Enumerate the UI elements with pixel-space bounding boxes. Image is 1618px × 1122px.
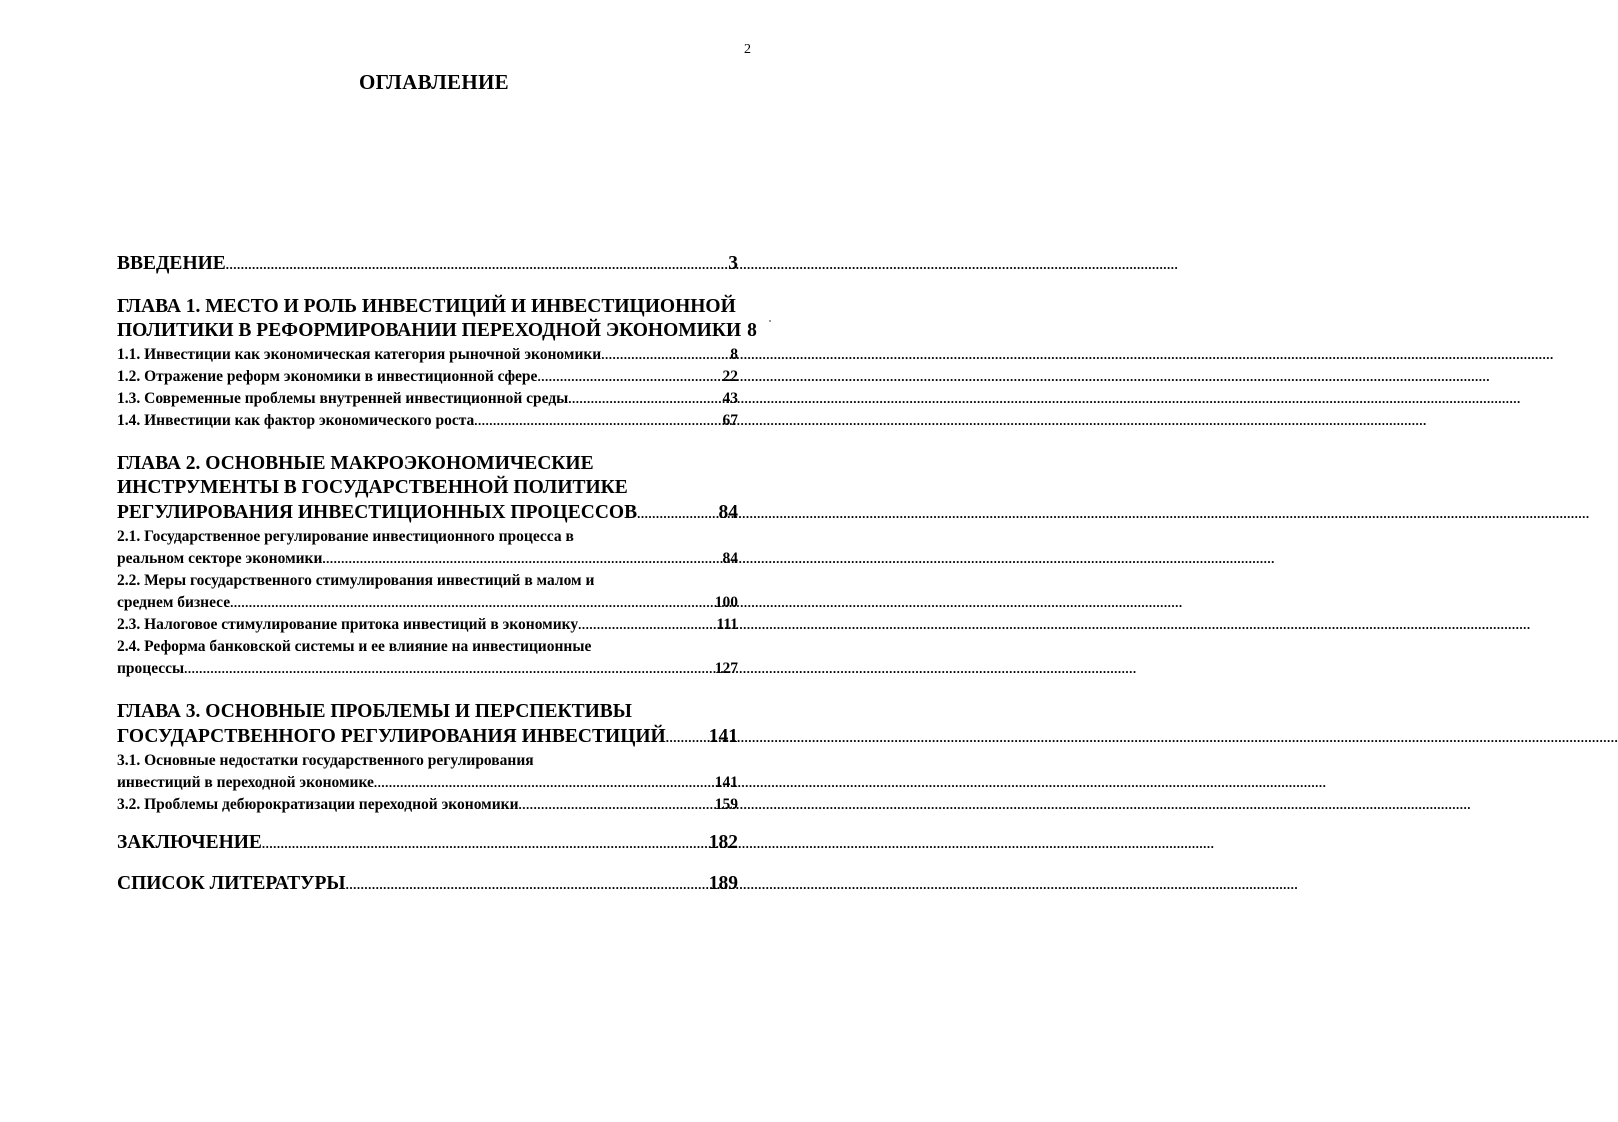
dot-leader <box>230 592 715 614</box>
toc-section-2-3[interactable] <box>117 614 738 636</box>
toc-section-2-2[interactable] <box>117 570 738 614</box>
toc-section-2-4[interactable] <box>117 636 738 680</box>
dot-leader <box>184 658 715 680</box>
toc-entry-references[interactable] <box>117 872 738 898</box>
toc-page-number: 67 <box>722 411 738 429</box>
toc-page-number: 22 <box>722 367 738 385</box>
toc-entry-text: реальном секторе экономики <box>117 550 323 567</box>
toc-section-3-2[interactable] <box>117 794 738 816</box>
toc-page-number: 43 <box>722 389 738 407</box>
toc-entry-text: РЕГУЛИРОВАНИЯ ИНВЕСТИЦИОННЫХ ПРОЦЕССОВ <box>117 501 638 523</box>
toc-chapter-title: ГЛАВА 3. ОСНОВНЫЕ ПРОБЛЕМЫ И ПЕРСПЕКТИВЫ <box>117 701 632 722</box>
dot-leader <box>322 548 722 570</box>
toc-entry-text: среднем бизнесе <box>117 594 231 611</box>
toc-section-1-1[interactable] <box>117 344 738 366</box>
toc-page-number: 84 <box>722 550 738 567</box>
toc-chapter-3[interactable] <box>117 700 738 750</box>
toc-entry-last-line <box>117 548 738 570</box>
toc-entry-text: инвестиций в переходной экономике <box>117 774 374 791</box>
toc-page-number: 141 <box>708 725 738 747</box>
toc-chapter-2[interactable] <box>117 452 738 527</box>
toc-chapter-title: ИНСТРУМЕНТЫ В ГОСУДАРСТВЕННОЙ ПОЛИТИКЕ <box>117 477 628 498</box>
toc-entry-text: ПОЛИТИКИ В РЕФОРМИРОВАНИИ ПЕРЕХОДНОЙ ЭКОНОМИКИ <box>117 320 742 341</box>
dot-leader <box>637 502 718 527</box>
toc-entry-text: 1.2. Отражение реформ экономики в инвестиционной сфере <box>117 367 538 385</box>
toc-page-number: 182 <box>708 832 738 853</box>
dot-leader <box>568 388 722 410</box>
dot-leader <box>537 366 722 388</box>
toc-chapter-title-last <box>117 501 738 527</box>
table-of-contents <box>117 252 757 897</box>
toc-entry-text: процессы <box>117 660 185 677</box>
dot-leader <box>519 794 715 816</box>
toc-chapter-title: ГЛАВА 2. ОСНОВНЫЕ МАКРОЭКОНОМИЧЕСКИЕ <box>117 452 594 474</box>
toc-section-1-3[interactable] <box>117 388 738 410</box>
toc-entry-text: ЗАКЛЮЧЕНИЕ <box>117 832 262 853</box>
toc-entry-text: ГОСУДАРСТВЕННОГО РЕГУЛИРОВАНИЯ ИНВЕСТИЦИЙ <box>117 725 666 747</box>
toc-entry-text: 3.1. Основные недостатки государственного регулирования <box>117 752 534 769</box>
toc-section-2-1[interactable] <box>117 526 738 570</box>
toc-section-3-1[interactable] <box>117 750 738 794</box>
toc-entry-text: СПИСОК ЛИТЕРАТУРЫ <box>117 872 346 894</box>
toc-entry-text: 2.2. Меры государственного стимулирования инвестиций в малом и <box>117 572 595 589</box>
dot-leader <box>346 873 709 898</box>
toc-entry-text: 2.1. Государственное регулирование инвестиционного процесса в <box>117 528 574 545</box>
toc-section-1-4[interactable] <box>117 410 738 432</box>
dot-leader <box>374 772 715 794</box>
toc-page-number: 3 <box>728 253 738 274</box>
toc-entry-text: 1.3. Современные проблемы внутренней инвестиционной среды <box>117 389 569 407</box>
toc-page-number: 159 <box>714 796 738 813</box>
page-title: ОГЛАВЛЕНИЕ <box>359 70 509 94</box>
dot-leader <box>666 726 709 751</box>
dot-leader <box>474 410 722 432</box>
toc-page-number: 127 <box>714 660 738 677</box>
toc-page-number: 84 <box>718 501 738 523</box>
toc-chapter-1[interactable] <box>117 295 757 344</box>
toc-chapter-title-last <box>117 319 757 344</box>
toc-chapter-title: ГЛАВА 1. МЕСТО И РОЛЬ ИНВЕСТИЦИЙ И ИНВЕСТИЦИОННОЙ <box>117 295 736 317</box>
toc-entry-text: 1.1. Инвестиции как экономическая категория рыночной экономики <box>117 345 602 363</box>
toc-entry-last-line <box>117 592 738 614</box>
toc-page-number: 111 <box>716 616 738 633</box>
dot-leader <box>262 832 709 857</box>
toc-entry-intro[interactable] <box>117 252 738 278</box>
toc-entry-last-line <box>117 658 738 680</box>
dot-leader <box>578 614 716 636</box>
scan-mark <box>769 320 771 322</box>
toc-chapter-title-last <box>117 725 738 751</box>
toc-entry-last-line <box>117 772 738 794</box>
toc-entry-conclusion[interactable] <box>117 831 738 857</box>
toc-section-1-2[interactable] <box>117 366 738 388</box>
toc-entry-text: 1.4. Инвестиции как фактор экономического роста <box>117 411 475 429</box>
toc-page-number: 189 <box>708 872 738 894</box>
toc-page-number: 8 <box>730 345 738 363</box>
toc-page-number: 8 <box>747 320 757 341</box>
toc-page-number: 141 <box>714 774 738 791</box>
dot-leader <box>601 344 730 366</box>
page-number: 2 <box>744 42 751 57</box>
dot-leader <box>226 253 728 278</box>
toc-entry-text: ВВЕДЕНИЕ <box>117 253 226 274</box>
toc-entry-text: 2.4. Реформа банковской системы и ее влияние на инвестиционные <box>117 638 592 655</box>
toc-page-number: 100 <box>714 594 738 611</box>
toc-entry-text: 3.2. Проблемы дебюрократизации переходной экономики <box>117 796 519 813</box>
toc-entry-text: 2.3. Налоговое стимулирование притока инвестиций в экономику <box>117 616 579 633</box>
